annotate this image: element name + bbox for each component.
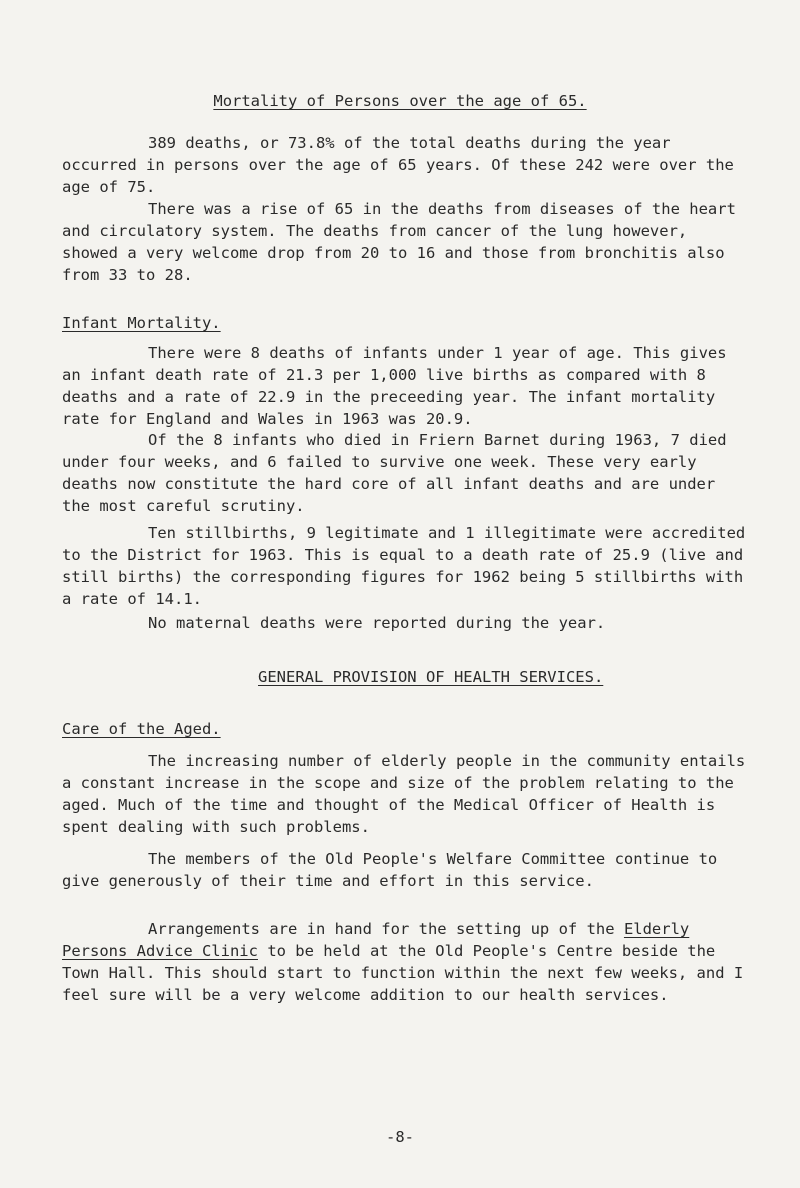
paragraph-maternal-deaths: No maternal deaths were reported during the year. — [148, 614, 606, 632]
paragraph-deaths-over-65: 389 deaths, or 73.8% of the total deaths during the year occurred in persons over the age of 65 years. Of these 242 were over the age of 75. — [62, 134, 734, 196]
section-title-general-provision: GENERAL PROVISION OF HEALTH SERVICES. — [258, 668, 604, 686]
page-number: -8- — [386, 1128, 414, 1146]
paragraph-welfare-committee: The members of the Old People's Welfare Committee continue to give generously of their time and effort in this service. — [62, 850, 718, 890]
paragraph-stillbirths: Ten stillbirths, 9 legitimate and 1 illegitimate were accredited to the District for 1963. This is equal to a death rate of 25.9 (live and still births) the corresponding figures for 1962 being 5 stillbirths with a rate of 14.1. — [62, 524, 746, 608]
section-title-mortality-over-65: Mortality of Persons over the age of 65. — [213, 92, 587, 110]
heading-care-of-the-aged: Care of the Aged. — [62, 720, 221, 738]
heading-infant-mortality: Infant Mortality. — [62, 314, 221, 332]
paragraph-infant-death-rate: There were 8 deaths of infants under 1 year of age. This gives an infant death rate of 21.3 per 1,000 live births as compared with 8 deaths and a rate of 22.9 in the preceeding year. The infant mortality rate for England and Wales in 1963 was 20.9. — [62, 344, 727, 428]
paragraph-advice-clinic: Arrangements are in hand for the setting up of the Elderly Persons Advice Clinic to be held at the Old People's Centre beside the Town Hall. This should start to function within the next few weeks, and I feel sure will be a very welcome addition to our health services. — [62, 920, 744, 1004]
paragraph-elderly-people: The increasing number of elderly people in the community entails a constant increase in the scope and size of the problem relating to the aged. Much of the time and thought of the Medical Officer of Health is spent dealing with such problems. — [62, 752, 746, 836]
paragraph-heart-and-cancer: There was a rise of 65 in the deaths from diseases of the heart and circulatory system. The deaths from cancer of the lung however, showed a very welcome drop from 20 to 16 and those from bronchitis also from 33 to 28. — [62, 200, 736, 284]
paragraph-friern-barnet-infants: Of the 8 infants who died in Friern Barnet during 1963, 7 died under four weeks, and 6 failed to survive one week. These very early deaths now constitute the hard core of all infant deaths and are under the most careful scrutiny. — [62, 431, 727, 515]
elderly-persons-advice-clinic: Elderly Persons Advice Clinic — [62, 920, 690, 960]
